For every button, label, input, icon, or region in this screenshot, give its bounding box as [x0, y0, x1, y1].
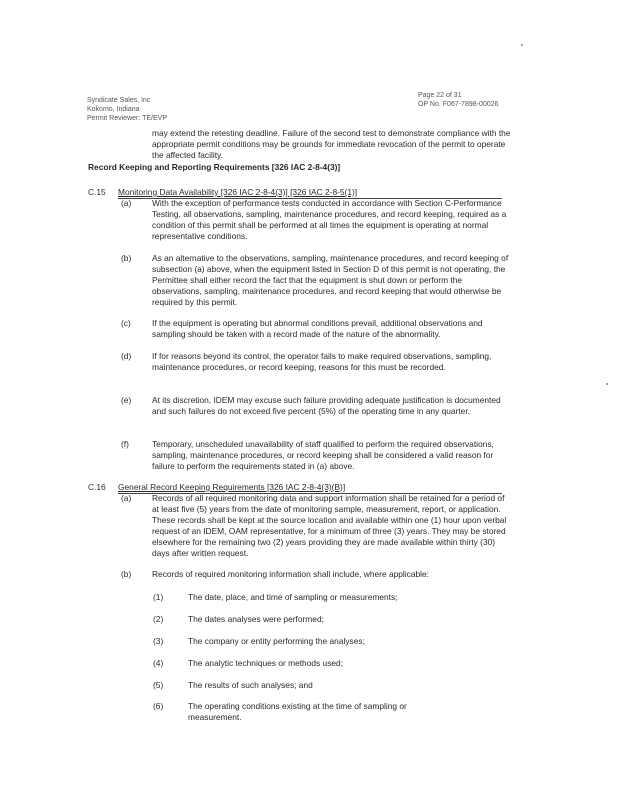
c16-a-label: (a) — [121, 493, 132, 503]
header-reviewer: Permit Reviewer: TE/EVP — [87, 115, 168, 122]
c15-c-label: (c) — [121, 318, 131, 328]
header-permit-number: OP No. F067-7898-00026 — [418, 101, 499, 108]
c16-b-4-label: (4) — [153, 658, 164, 668]
c16-b-1-label: (1) — [153, 592, 164, 602]
c16-b-text: Records of required monitoring information shall include, where applicable: — [152, 569, 429, 579]
c16-number: C.16 — [88, 482, 106, 492]
c15-d-text: If for reasons beyond its control, the operator fails to make required observations, sampling, maintenance procedures, or record keeping, reasons for this must be recorded. — [152, 351, 492, 372]
c16-b-5-text: The results of such analyses; and — [188, 680, 313, 690]
c16-b-1-text: The date, place, and time of sampling or measurements; — [188, 592, 398, 602]
c15-d-label: (d) — [121, 351, 132, 361]
header-location: Kokomo, Indiana — [87, 106, 140, 113]
c16-b-2-text: The dates analyses were performed; — [188, 614, 324, 624]
c15-e-text: At its discretion, IDEM may excuse such failure providing adequate justification is documented and such failures do not exceed five percent (5%) of the operating time in any quarter. — [152, 395, 501, 416]
c15-c-text: If the equipment is operating but abnormal conditions prevail, additional observations and sampling should be taken with a record made of the nature of the abnormality. — [152, 318, 483, 339]
c15-b-text: As an alternative to the observations, sampling, maintenance procedures, and record keeping of subsection (a) above, when the equipment listed in Section D of this permit is not operating, the Permittee shall either record the fact that the equipment is shut down or perform the observations, sampling, maintenance procedures, and record keeping that would otherwise be required by this permit. — [152, 253, 509, 307]
header-page-number: Page 22 of 31 — [418, 92, 462, 99]
c16-a-text: Records of all required monitoring data and support information shall be retained for a period of at least five (5) years from the date of monitoring sample, measurement, report, or application. These records shall be kept at the source location and available within one (1) hour upon verbal request of an IDEM, OAM representative, for a minimum of three (3) years. They may be stored elsewhere for the remaining two (2) years providing they are made available within thirty (30) days after written request. — [152, 493, 507, 558]
intro-continuation: may extend the retesting deadline. Failure of the second test to demonstrate compliance with the appropriate permit conditions may be grounds for immediate revocation of the permit to operate the affected facility. — [152, 128, 511, 160]
c16-b-3-label: (3) — [153, 636, 164, 646]
c16-b-6-label: (6) — [153, 701, 164, 711]
c15-e-label: (e) — [121, 395, 132, 405]
c15-number: C.15 — [88, 187, 106, 197]
c16-b-5-label: (5) — [153, 680, 164, 690]
section-title: Record Keeping and Reporting Requirements [326 IAC 2-8-4(3)] — [88, 162, 341, 172]
scan-speck — [606, 383, 608, 385]
c15-f-label: (f) — [121, 439, 129, 449]
c16-b-6-text: The operating conditions existing at the time of sampling or measurement. — [188, 701, 407, 722]
c15-a-label: (a) — [121, 198, 132, 208]
c15-f-text: Temporary, unscheduled unavailability of staff qualified to perform the required observations, sampling, maintenance procedures, or record keeping shall be considered a valid reason for failure to perform the requirements stated in (a) above. — [152, 439, 494, 471]
header-company: Syndicate Sales, Inc — [87, 97, 151, 104]
scan-speck — [521, 44, 523, 46]
c15-a-text: With the exception of performance tests conducted in accordance with Section C-Performance Testing, all observations, sampling, maintenance procedures, and record keeping, required as a condition of this permit shall be performed at all times the equipment is operating at normal representative conditions. — [152, 198, 507, 241]
c15-b-label: (b) — [121, 253, 132, 263]
c16-b-2-label: (2) — [153, 614, 164, 624]
c15-title: Monitoring Data Availability [326 IAC 2-8-4(3)] [326 IAC 2-8-5(1)] — [118, 187, 358, 197]
header-left — [87, 96, 167, 123]
c16-b-3-text: The company or entity performing the analyses; — [188, 636, 365, 646]
c16-title: General Record Keeping Requirements [326 IAC 2-8-4(3)(B)] — [118, 482, 346, 492]
c16-b-4-text: The analytic techniques or methods used; — [188, 658, 344, 668]
header-right — [418, 91, 498, 109]
c16-b-label: (b) — [121, 569, 132, 579]
